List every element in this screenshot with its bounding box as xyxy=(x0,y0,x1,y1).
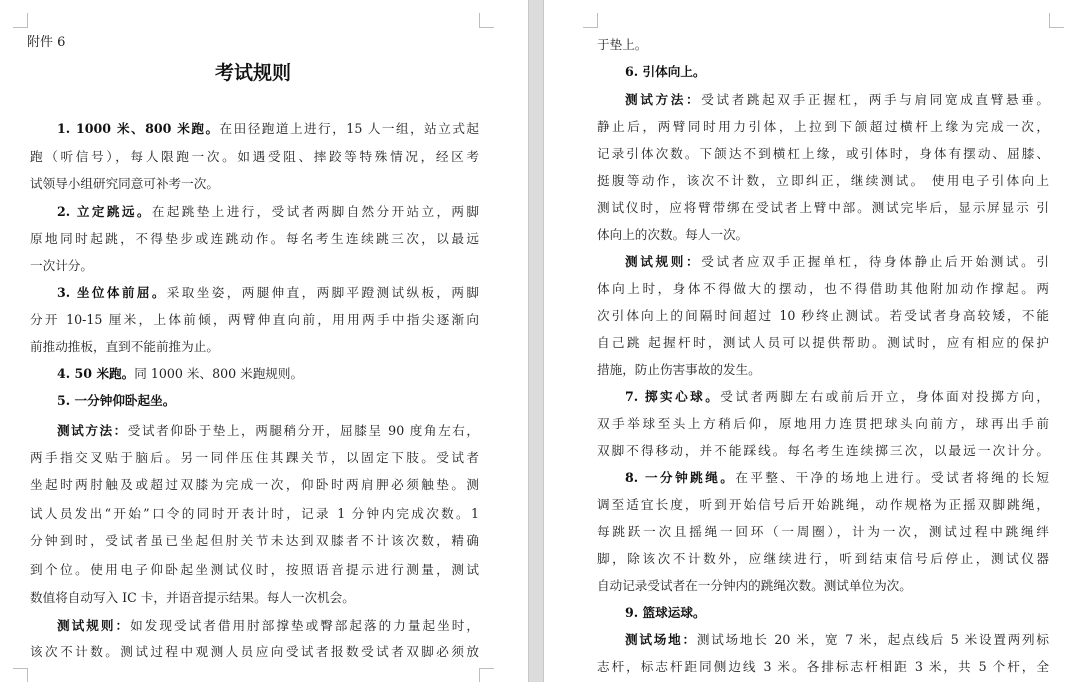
body-text: 到个位。使用电子仰卧起坐测试仪时，按照语音提示进行测量，测试 xyxy=(30,562,479,577)
text-line xyxy=(30,339,219,355)
text-line xyxy=(30,477,479,493)
body-text: 两手指交叉贴于脑后。另一同伴压住其踝关节，以固定下肢。受试者 xyxy=(30,450,479,465)
text-line xyxy=(30,312,479,328)
text-line xyxy=(57,366,303,382)
page-title: 考试规则 xyxy=(214,62,291,84)
body-text: 措施，防止伤害事故的发生。 xyxy=(597,362,761,377)
body-text: 同 1000 米、800 米跑规则。 xyxy=(134,366,304,381)
body-text: 体向上时，身体不得做大的摆动，也不得借助其他附加动作撑起。两 xyxy=(597,281,1049,296)
text-line xyxy=(57,285,479,301)
text-line xyxy=(30,450,479,466)
text-line xyxy=(597,335,1049,351)
text-line xyxy=(597,578,912,594)
text-line xyxy=(30,644,479,660)
body-text: 静止后，两臂同时用力引体，上拉到下颌超过横杆上缘为完成一次， xyxy=(597,119,1049,134)
body-text: 如发现受试者借用肘部撑垫或臀部起落的力量起坐时， xyxy=(130,618,479,633)
bold-heading: 测试规则： xyxy=(625,254,702,269)
annex-label: 附件 6 xyxy=(27,35,66,50)
body-text: 调至适宜长度，听到开始信号后开始跳绳，动作规格为正摇双脚跳绳， xyxy=(597,497,1049,512)
text-line xyxy=(597,37,647,53)
text-line xyxy=(57,121,479,137)
text-line xyxy=(597,659,1049,675)
text-line xyxy=(597,497,1049,513)
text-line xyxy=(30,231,479,247)
body-text: 受试者仰卧于垫上，两腿稍分开，屈膝呈 90 度角左右， xyxy=(127,423,479,438)
text-line xyxy=(625,389,1049,405)
bold-heading: 8. 一分钟跳绳。 xyxy=(625,470,736,485)
body-text: 试人员发出“开始”口令的同时开表计时，记录 1 分钟内完成次数。1 xyxy=(30,506,479,521)
text-line xyxy=(30,590,355,606)
body-text: 跑（听信号），每人限跑一次。如遇受阻、摔跤等特殊情况，经区考 xyxy=(30,149,479,164)
body-text: 在起跳垫上进行，受试者两脚自然分开站立，两脚 xyxy=(151,204,479,219)
text-line xyxy=(597,173,1049,189)
document-page-left xyxy=(0,0,528,682)
body-text: 自动记录受试者在一分钟内的跳绳次数。测试单位为次。 xyxy=(597,578,912,593)
text-line xyxy=(30,506,479,522)
text-line xyxy=(30,562,479,578)
body-text: 志杆，标志杆距同侧边线 3 米。各排标志杆相距 3 米，共 5 个杆，全 xyxy=(597,659,1049,674)
body-text: 在田径跑道上进行，15 人一组，站立式起 xyxy=(219,121,479,136)
margin-mark-top-right xyxy=(479,13,494,28)
text-line xyxy=(625,470,1049,486)
body-text: 次引体向上的间隔时间超过 10 秒终止测试。若受试者身高较矮，不能 xyxy=(597,308,1049,323)
text-line xyxy=(57,204,479,220)
bold-heading: 测试场地： xyxy=(625,632,697,647)
body-text: 记录引体次数。下颌达不到横杠上缘，或引体时，身体有摆动、屈膝、 xyxy=(597,146,1049,161)
body-text: 采取坐姿，两腿伸直，两脚平蹬测试纵板，两脚 xyxy=(166,285,479,300)
margin-mark-bottom-right xyxy=(479,668,494,682)
body-text: 坐起时两肘触及或超过双膝为完成一次，仰卧时两肩胛必须触垫。测 xyxy=(30,477,479,492)
body-text: 分开 10-15 厘米，上体前倾，两臂伸直向前，用用两手中指尖逐渐向 xyxy=(30,312,479,327)
text-line xyxy=(57,618,479,634)
body-text: 试领导小组研究同意可补考一次。 xyxy=(30,176,219,191)
page-gutter xyxy=(528,0,544,682)
text-line xyxy=(30,533,479,549)
bold-heading: 测试方法： xyxy=(57,423,128,438)
text-line xyxy=(625,64,706,80)
text-line xyxy=(597,200,1049,216)
body-text: 受试者跳起双手正握杠，两手与肩同宽成直臂悬垂。 xyxy=(701,92,1049,107)
margin-mark-top-right xyxy=(1049,13,1064,28)
body-text: 一次计分。 xyxy=(30,258,93,273)
bold-heading: 9. 篮球运球。 xyxy=(625,605,706,620)
text-line xyxy=(597,227,748,243)
text-line xyxy=(597,308,1049,324)
text-line xyxy=(30,176,219,192)
text-line xyxy=(597,524,1049,540)
body-text: 测试仪时，应将臂带绑在受试者上臂中部。测试完毕后，显示屏显示 引 xyxy=(597,200,1049,215)
bold-heading: 2. 立定跳远。 xyxy=(57,204,152,219)
body-text: 体向上的次数。每人一次。 xyxy=(597,227,749,242)
body-text: 每跳跃一次且摇绳一回环（一周圈），计为一次，测试过程中跳绳绊 xyxy=(597,524,1049,539)
text-line xyxy=(597,362,761,378)
text-line xyxy=(597,416,1049,432)
body-text: 双脚不得移动，并不能踩线。每名考生连续掷三次，以最远一次计分。 xyxy=(597,443,1049,458)
body-text: 自己跳 起握杆时，测试人员可以提供帮助。测试时，应有相应的保护 xyxy=(597,335,1049,350)
text-line xyxy=(625,632,1049,648)
body-text: 原地同时起跳，不得垫步或连跳动作。每名考生连续跳三次，以最远 xyxy=(30,231,479,246)
text-line xyxy=(625,92,1049,108)
text-line xyxy=(57,393,175,409)
bold-heading: 测试规则： xyxy=(57,618,131,633)
text-line xyxy=(30,258,93,274)
text-line xyxy=(30,149,479,165)
text-line xyxy=(597,443,1049,459)
bold-heading: 3. 坐位体前屈。 xyxy=(57,285,167,300)
body-text: 该次不计数。测试过程中观测人员应向受试者报数受试者双脚必须放 xyxy=(30,644,479,659)
bold-heading: 5. 一分钟仰卧起坐。 xyxy=(57,393,176,408)
text-line xyxy=(597,119,1049,135)
bold-heading: 4. 50 米跑。 xyxy=(57,366,135,381)
body-text: 在平整、干净的场地上进行。受试者将绳的长短 xyxy=(735,470,1049,485)
text-line xyxy=(625,605,706,621)
text-line xyxy=(57,423,479,439)
body-text: 脚，除该次不计数外，应继续进行，听到结束信号后停止，测试仪器 xyxy=(597,551,1049,566)
body-text: 挺腹等动作，该次不计数，立即纠正，继续测试。 使用电子引体向上 xyxy=(597,173,1049,188)
margin-mark-bottom-left xyxy=(13,668,28,682)
bold-heading: 7. 掷实心球。 xyxy=(625,389,721,404)
body-text: 于垫上。 xyxy=(597,37,648,52)
body-text: 数值将自动写入 IC 卡，并语音提示结果。每人一次机会。 xyxy=(30,590,355,605)
body-text: 分钟到时，受试者虽已坐起但肘关节未达到双膝者不计该次数，精确 xyxy=(30,533,479,548)
bold-heading: 6. 引体向上。 xyxy=(625,64,706,79)
margin-mark-top-left xyxy=(583,13,598,28)
document-page-right xyxy=(544,0,1075,682)
body-text: 双手举球至头上方稍后仰，原地用力连贯把球头向前方，球再出手前 xyxy=(597,416,1049,431)
text-line xyxy=(625,254,1049,270)
body-text: 测试场地长 20 米，宽 7 米，起点线后 5 米设置两列标 xyxy=(696,632,1049,647)
body-text: 前推动推板，直到不能前推为止。 xyxy=(30,339,219,354)
bold-heading: 1. 1000 米、800 米跑。 xyxy=(57,121,220,136)
body-text: 受试者应双手正握单杠，待身体静止后开始测试。引 xyxy=(701,254,1049,269)
margin-mark-top-left xyxy=(13,13,28,28)
text-line xyxy=(597,551,1049,567)
text-line xyxy=(597,146,1049,162)
bold-heading: 测试方法： xyxy=(625,92,702,107)
text-line xyxy=(597,281,1049,297)
body-text: 受试者两脚左右或前后开立，身体面对投掷方向， xyxy=(720,389,1049,404)
